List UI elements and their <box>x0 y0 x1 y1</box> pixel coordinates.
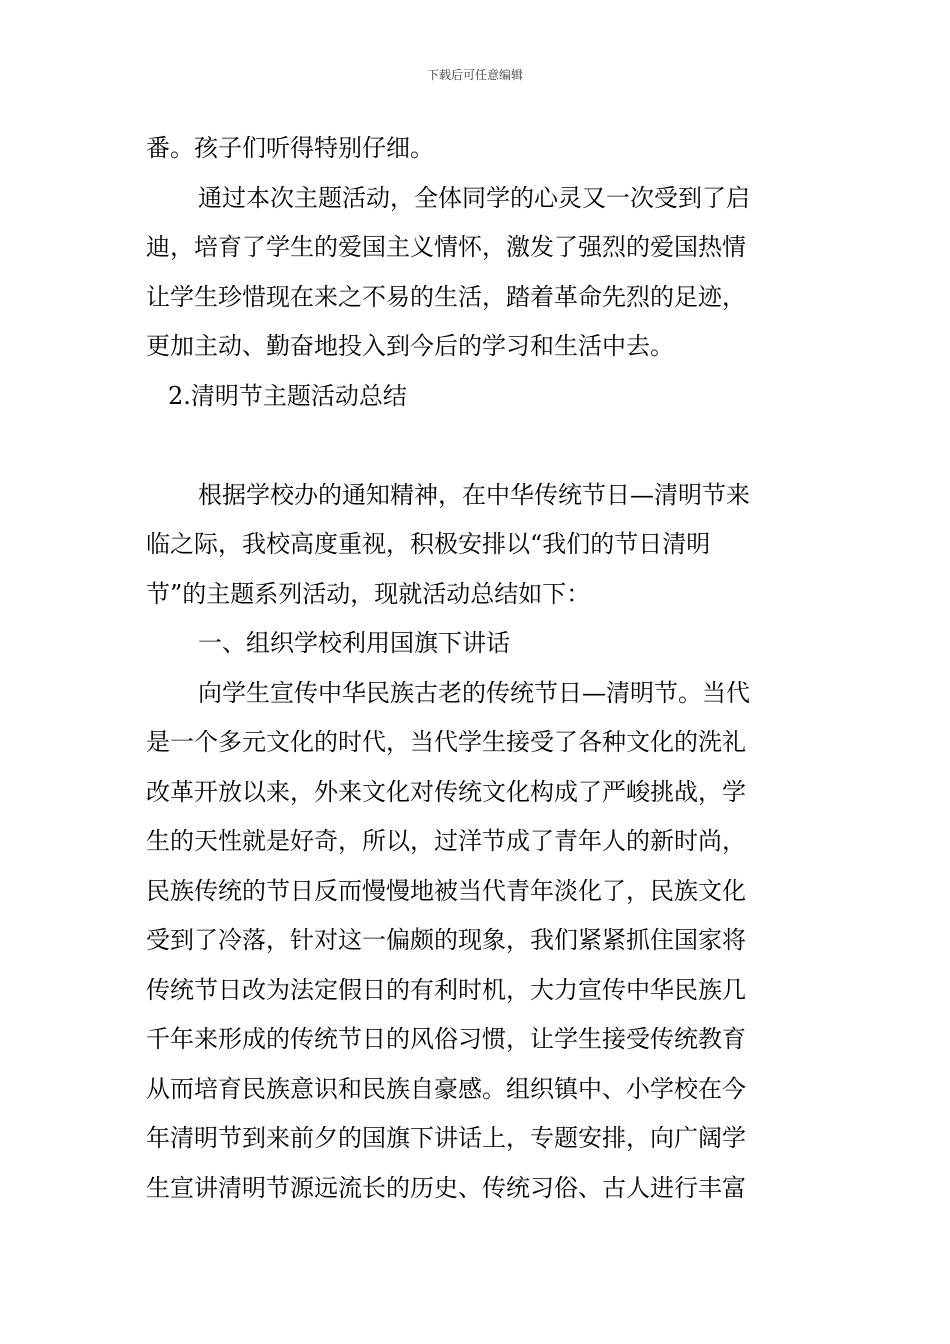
document-body <box>146 124 811 1213</box>
paragraph-start-line: 向学生宣传中华民族古老的传统节日—清明节。当代 <box>198 678 750 707</box>
text-line: 迪，培育了学生的爱国主义情怀，激发了强烈的爱国热情 <box>146 233 746 261</box>
blank-line <box>146 421 811 471</box>
text-line: 节”的主题系列活动，现就活动总结如下： <box>146 579 591 608</box>
text-line: 生的天性就是好奇，所以，过洋节成了青年人的新时尚， <box>146 827 746 855</box>
text-line: 临之际，我校高度重视，积极安排以“我们的节日清明 <box>146 530 711 558</box>
text-line: 民族传统的节日反而慢慢地被当代青年淡化了，民族文化 <box>146 876 746 905</box>
page-header: 下载后可任意编辑 <box>426 68 523 82</box>
text-line: 是一个多元文化的时代，当代学生接受了各种文化的洗礼 <box>146 728 746 756</box>
subsection-heading: 一、组织学校利用国旗下讲话 <box>198 629 510 657</box>
text-line: 生宣讲清明节源远流长的历史、传统习俗、古人进行丰富 <box>146 1173 746 1202</box>
text-line: 传统节日改为法定假日的有利时机，大力宣传中华民族几 <box>146 975 746 1004</box>
section-heading: 2.清明节主题活动总结 <box>168 381 407 410</box>
paragraph-start-line: 根据学校办的通知精神，在中华传统节日—清明节来 <box>198 480 750 509</box>
text-line: 年清明节到来前夕的国旗下讲话上，专题安排，向广阔学 <box>146 1124 746 1152</box>
text-line: 从而培育民族意识和民族自豪感。组织镇中、小学校在今 <box>146 1074 746 1103</box>
text-line: 番。孩子们听得特别仔细。 <box>146 134 434 162</box>
text-line: 受到了冷落，针对这一偏颇的现象，我们紧紧抓住国家将 <box>146 926 746 954</box>
text-line: 改革开放以来，外来文化对传统文化构成了严峻挑战，学 <box>146 777 746 806</box>
text-line: 更加主动、勤奋地投入到今后的学习和生活中去。 <box>146 332 674 360</box>
paragraph-start-line: 通过本次主题活动，全体同学的心灵又一次受到了启 <box>198 183 750 212</box>
text-line: 千年来形成的传统节日的风俗习惯，让学生接受传统教育 <box>146 1025 746 1053</box>
text-line: 让学生珍惜现在来之不易的生活，踏着革命先烈的足迹， <box>146 282 746 311</box>
